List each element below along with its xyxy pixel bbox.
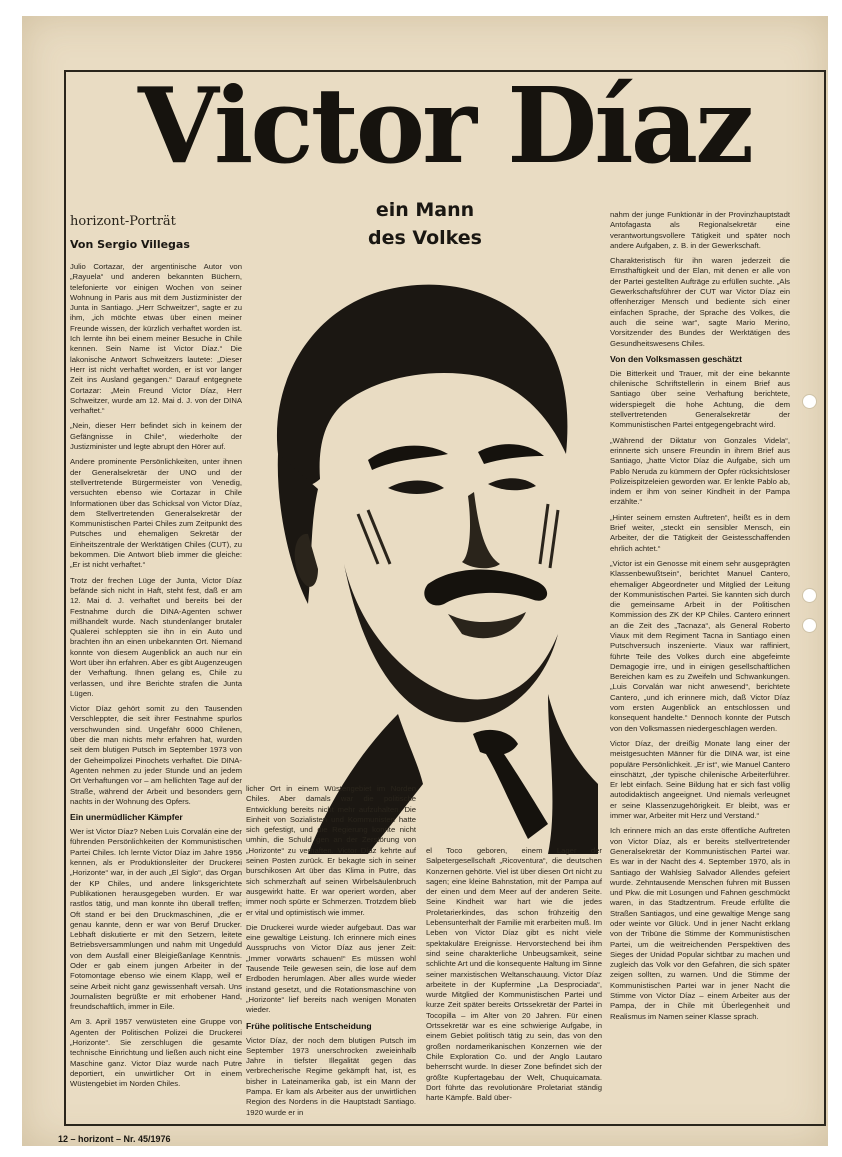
article-paragraph: „Während der Diktatur von Gonzales Videla“, erinnerte sich unsere Freundin in ihrem Brief aus Santiago, „hatte Victor Díaz die Aufgabe, sich um Pablo Neruda zu kümmern der Opfer rücksichtsloser Polizeispitzeleien geworden war. Er lenkte Pablo ab, indem er ihm von seiner Kindheit in der Pampa erzählte.“: [610, 435, 790, 507]
article-paragraph: Die Bitterkeit und Trauer, mit der eine bekannte chilenische Schriftstellerin in einem Brief aus Santiago über seine Verhaftung berichtete, widerspiegelt die hohe Achtung, die dem stellvertretenden Generalsekretär der Kommunistischen Partei entgegengebracht wird.: [610, 368, 790, 430]
section-heading: Von den Volksmassen geschätzt: [610, 353, 742, 364]
article-paragraph: Die Druckerei wurde wieder aufgebaut. Das war eine gewaltige Leistung. Ich erinnere mich eines Ausspruchs von Victor Díaz aus jener Zeit: „Immer vorwärts schauen!“ Es müssen wohl Tausende Teile gewesen sein, die lose auf dem Erdboden herumlagen. Aber alles wurde wieder instand gesetzt, und die Rotationsmaschine von „Horizonte“ lief bereits nach wenigen Monaten wieder.: [246, 922, 416, 1015]
article-column-2: [246, 784, 416, 1122]
subtitle: [350, 196, 500, 252]
subtitle-line: des Volkes: [368, 227, 482, 249]
article-column-1: [70, 262, 242, 1122]
byline: Von Sergio Villegas: [70, 238, 190, 251]
article-paragraph: Am 3. April 1957 verwüsteten eine Gruppe von Agenten der Politischen Polizei die Druckerei „Horizonte“. Sie zerschlugen die gesamte technische Einrichtung und ließen auch nicht eine Maschine ganz. Victor Díaz wurde nach Putre deportiert, ein unwirtlicher Ort in einem Wüstengebiet im Norden Chiles.: [70, 1017, 242, 1089]
portrait-illustration: [248, 264, 608, 854]
article-paragraph: nahm der junge Funktionär in der Provinzhauptstadt Antofagasta als Regionalsekretär eine verantwortungsvollere Tätigkeit und später noch andere Aufgaben, z. B. in der Gewerkschaft.: [610, 210, 790, 250]
article-paragraph: Ich erinnere mich an das erste öffentliche Auftreten von Victor Díaz, als er bereits stellvertretender Generalsekretär der Kommunistischen Partei war. Es war in der Nacht des 4. September 1970, als in Santiago der Wahlsieg Salvador Allendes gefeiert wurde. Zehntausende Menschen fuhren mit Bussen und Pkw. die mit Losungen und Fahnen geschmückt waren, in das Stadtzentrum. Freude erfüllte die Straßen Santiagos, und eine gewaltige Menge sang oder weinte vor Glück. Und in jener Nacht erklang von der Tribüne die Stimme der Kommunistischen Partei, um die weitreichenden Perspektiven des Sieges der Unidad Popular sichtbar zu machen und zugleich das Volk vor den Gefahren, die sich später zeigen sollten, zu warnen. Und die Stimme der Kommunistischen Partei war in jener Nacht die Stimme von Victor Díaz – einem Arbeiter aus der Pampa, der in Chile mit Überlegenheit und Realismus im Namen seiner Klasse sprach.: [610, 826, 790, 1021]
section-heading: Ein unermüdlicher Kämpfer: [70, 812, 183, 823]
article-paragraph: Julio Cortazar, der argentinische Autor von „Rayuela“ und anderen bekannten Büchern, telefonierte vor einigen Wochen von seiner Wohnung in Paris aus mit dem Justizminister der Junta in Santiago. „Herr Schweitzer“, sagte er zu ihm, „ich möchte etwas über einen meiner Freunde wissen, der kürzlich verhaftet worden ist. Ich lernte ihn bei einem meiner Besuche in Chile kennen. Sein Name ist Victor Díaz.“ Die lakonische Antwort Schweitzers lautete: „Dieser Herr ist nicht verhaftet worden, er ist vor langer Zeit ins Ausland gegangen.“ Darauf entgegnete Cortazar: „Mein Freund Victor Díaz, Herr Schweitzer, wurde am 12. Mai d. J. von der DINA verhaftet.“: [70, 262, 242, 416]
section-heading: Frühe politische Entscheidung: [246, 1020, 372, 1031]
article-paragraph: Victor Díaz, der dreißig Monate lang einer der meistgesuchten Männer für die DINA war, ist eine populäre Persönlichkeit. „Er ist“, wie Manuel Cantero einschätzt, „der typische chilenische Arbeiterführer. Er lebt einfach. Seine Bildung hat er sich fast völlig autodidaktisch angeeignet. Und niemals verleugnet er seine Klassenzugehörigkeit. Er bleibt, was er immer war, Arbeiter mit Herz und Verstand.“: [610, 738, 790, 821]
article-paragraph: „Victor ist ein Genosse mit einem sehr ausgeprägten Klassenbewußtsein“, berichtet Manuel Cantero, ehemaliger Abgeordneter und Mitglied der Leitung der Kommunistischen Partei. Sie kannten sich durch die gemeinsame Arbeit in der Politischen Kommission des ZK der KP Chiles. Cantero erinnert an die Zeit des „Tacnaza“, als General Roberto Viaux mit dem Regiment Tacna in Santiago einen Putschversuch inszenierte. Viaux war raffiniert, führte Teile des Volkes durch eine abgefeimte Demagogie irre, und in einigen gesellschaftlichen Bereichen kam es zu Zweifeln und Schwankungen. „Luis Corvalán war nicht anwesend“, berichtete Cantero, „und ich erinnere mich, daß Victor Díaz vom ersten Augenblick an entschlossen und konsequent handelte.“ Dennoch konnte der Putsch von den Volksmassen niedergeschlagen werden.: [610, 558, 790, 733]
article-paragraph: licher Ort in einem Wüstengebiet im Norden Chiles. Aber damals war die politische Entwicklung bereits nicht mehr aufzuhalten. Die Einheit von Sozialisten und Kommunisten hatte sich gefestigt, und die Regierung konnte nicht umhin, die Schuld gen an der Zerstörung von „Horizonte“ zu verhaften. Victor Díaz kehrte auf seinen Posten zurück. Er bekagte sich in seiner burschikosen Art über das Klima in Putre, das sich schmerzhaft auf seinen Wirbelsäulenbruch ausgewirkt hatte. Er war operiert worden, aber immer noch spürte er Schmerzen. Trotzdem blieb er vital und optimistisch wie immer.: [246, 784, 416, 917]
article-paragraph: Andere prominente Persönlichkeiten, unter ihnen der Generalsekretär der UNO und der stellvertretende Bürgermeister von Venedig, versuchten ebenso wie Cortazar in Chile Informationen über das Schicksal von Victor Díaz, dem Stellvertretenden Generalsekretär der Kommunistischen Partei Chiles zum Zeitpunkt des Putsches und ehemaligen Sekretär der Einheitszentrale der Werktätigen Chiles (CUT), zu bekommen. Die Antwort blieb immer die gleiche: „Er ist nicht verhaftet.“: [70, 457, 242, 570]
article-column-4: [610, 210, 790, 1122]
article-paragraph: el Toco geboren, einem Lager der Salpetergesellschaft „Ricoventura“, die deutschen Konzernen gehörte. Viel ist über diesen Ort nicht zu sagen; eine kleine Bahnstation, mit der Pampa auf der einen und dem Meer auf der anderen Seite. Seine Kindheit war hart wie die jedes Proletarierkindes, das schon frühzeitig den Lebensunterhalt der Familie mit erarbeiten muß. Im Leben von Victor Díaz gibt es nicht viele spektakuläre Ereignisse. Hervorstechend bei ihm sind seine charakterliche Unbeugsamkeit, seine schlichte Art und die konsequente Haltung im Sinne seiner marxistischen Weltanschauung. Victor Díaz arbeitete in der Kupfermine „La Desprociada“, wurde Mitglied der Kommunistischen Partei und kurze Zeit später bereits Ortssekretär der Partei in Tocopilla – im Alter von 20 Jahren. Für einen Ortssekretär war es eine schwierige Aufgabe, in einem Gebiet politisch tätig zu sein, das von den großen nordamerikanischen Konzernen wie der Chile Exploration Co. und der Anglo Lautaro beherrscht wurde. In dieser Zone befindet sich der größte Kupfertagebau der Welt, Chuquicamata. Dort führte das revolutionäre Proletariat ständig harte Kämpfe. Bald über-: [426, 846, 602, 1103]
article-paragraph: Trotz der frechen Lüge der Junta, Victor Díaz befände sich nicht in Haft, steht fest, daß er am 12. Mai d. J. verhaftet und bereits bei der Festnahme durch die DINA-Agenten schwer mißhandelt wurde. Nach stundenlanger brutaler Quälerei schleppten sie ihn in ein Auto und brachten ihn an einen unbekannten Ort. Niemand konnte von diesem Augenblick an auch nur ein Wort über ihn erfahren. Aber es gibt Augenzeugen der Verhaftung. Ihnen gelang es, Chile zu verlassen, und ihre Berichte strafen die Junta Lügen.: [70, 575, 242, 698]
section-kicker: horizont-Porträt: [70, 214, 176, 229]
page-footer: 12 – horizont – Nr. 45/1976: [58, 1134, 171, 1144]
article-paragraph: „Hinter seinem ernsten Auftreten“, heißt es in dem Brief weiter, „steckt ein sensibler Mensch, ein Arbeiter, der die Tätigkeit der Geistesschaffenden ehrlich achtet.“: [610, 512, 790, 553]
article-paragraph: Charakteristisch für ihn waren jederzeit die Ernsthaftigkeit und der Elan, mit denen er alle von der Partei gestellten Aufträge zu erfüllen suchte. „Als Gewerkschaftsführer der CUT war Victor Díaz ein offenherziger Mensch und bediente sich einer einfachen Sprache, der Sprache des Volkes, die auch die seine war“, sagte Mario Merino, Vorsitzender des Bundes der Werktätigen des Gesundheitswesens Chiles.: [610, 256, 790, 348]
page-title: Victor Díaz: [138, 64, 752, 187]
subtitle-line: ein Mann: [375, 199, 475, 221]
article-paragraph: Victor Díaz, der noch dem blutigen Putsch im September 1973 unerschrocken zweieinhalb Jahre in tiefster Illegalität gegen das verbrecherische Regime gekämpft hat, ist, es bisher in Lateinamerika gab, ist ein Mann der Pampa. Er kam als Arbeiter aus der unwirtlichen Region des Nordens in die Hauptstadt Santiago. 1920 wurde er in: [246, 1035, 416, 1117]
article-paragraph: Wer ist Victor Díaz? Neben Luis Corvalán eine der führenden Persönlichkeiten der Kommunistischen Partei Chiles. Ich lernte Victor Díaz im Jahre 1956 kennen, als er Produktionsleiter der Druckerei „Horizonte“ war, in der auch „El Siglo“, das Organ der KP Chiles, und andere linksgerichtete Publikationen herausgegeben wurden. Er war rastlos tätig, und man konnte ihn überall treffen; Oft stand er bei den Druckmaschinen, „die er genau kannte, denn er war von Beruf Drucker. Lebhaft diskutierte er mit den Setzern, leitete Betriebsversammlungen und nahm mit Ungeduld von dem Ausfall einer Bleigießanlage Kenntnis. Oder er gab einem jungen Arbeiter in der Fotomontage ebenso wie einem Klapp, weil er seine Arbeit nicht ganz gewissenhaft versah. Uns Journalisten begrüßte er mit erhobener Hand, freundschaftlich, immer in Eile.: [70, 827, 242, 1012]
article-paragraph: „Nein, dieser Herr befindet sich in keinem der Gefängnisse in Chile“, wiederholte der Justizminister und legte abrupt den Hörer auf.: [70, 421, 242, 452]
article-paragraph: Victor Díaz gehört somit zu den Tausenden Verschleppter, die seit ihrer Festnahme spurlos verschwunden sind. Ungefähr 6000 Chilenen, über die man nichts mehr erfahren hat, wurden seit dem blutigen Putsch im September 1973 von der Geheimpolizei Pinochets verhaftet. Die DINA-Agenten nehmen zu jeder Stunde und an jedem Ort Verhaftungen vor – am hellichten Tage auf der Straße, während der Arbeit und besonders gern nachts in der Wohnung des Opfers.: [70, 704, 242, 806]
article-column-3: [426, 846, 602, 1122]
